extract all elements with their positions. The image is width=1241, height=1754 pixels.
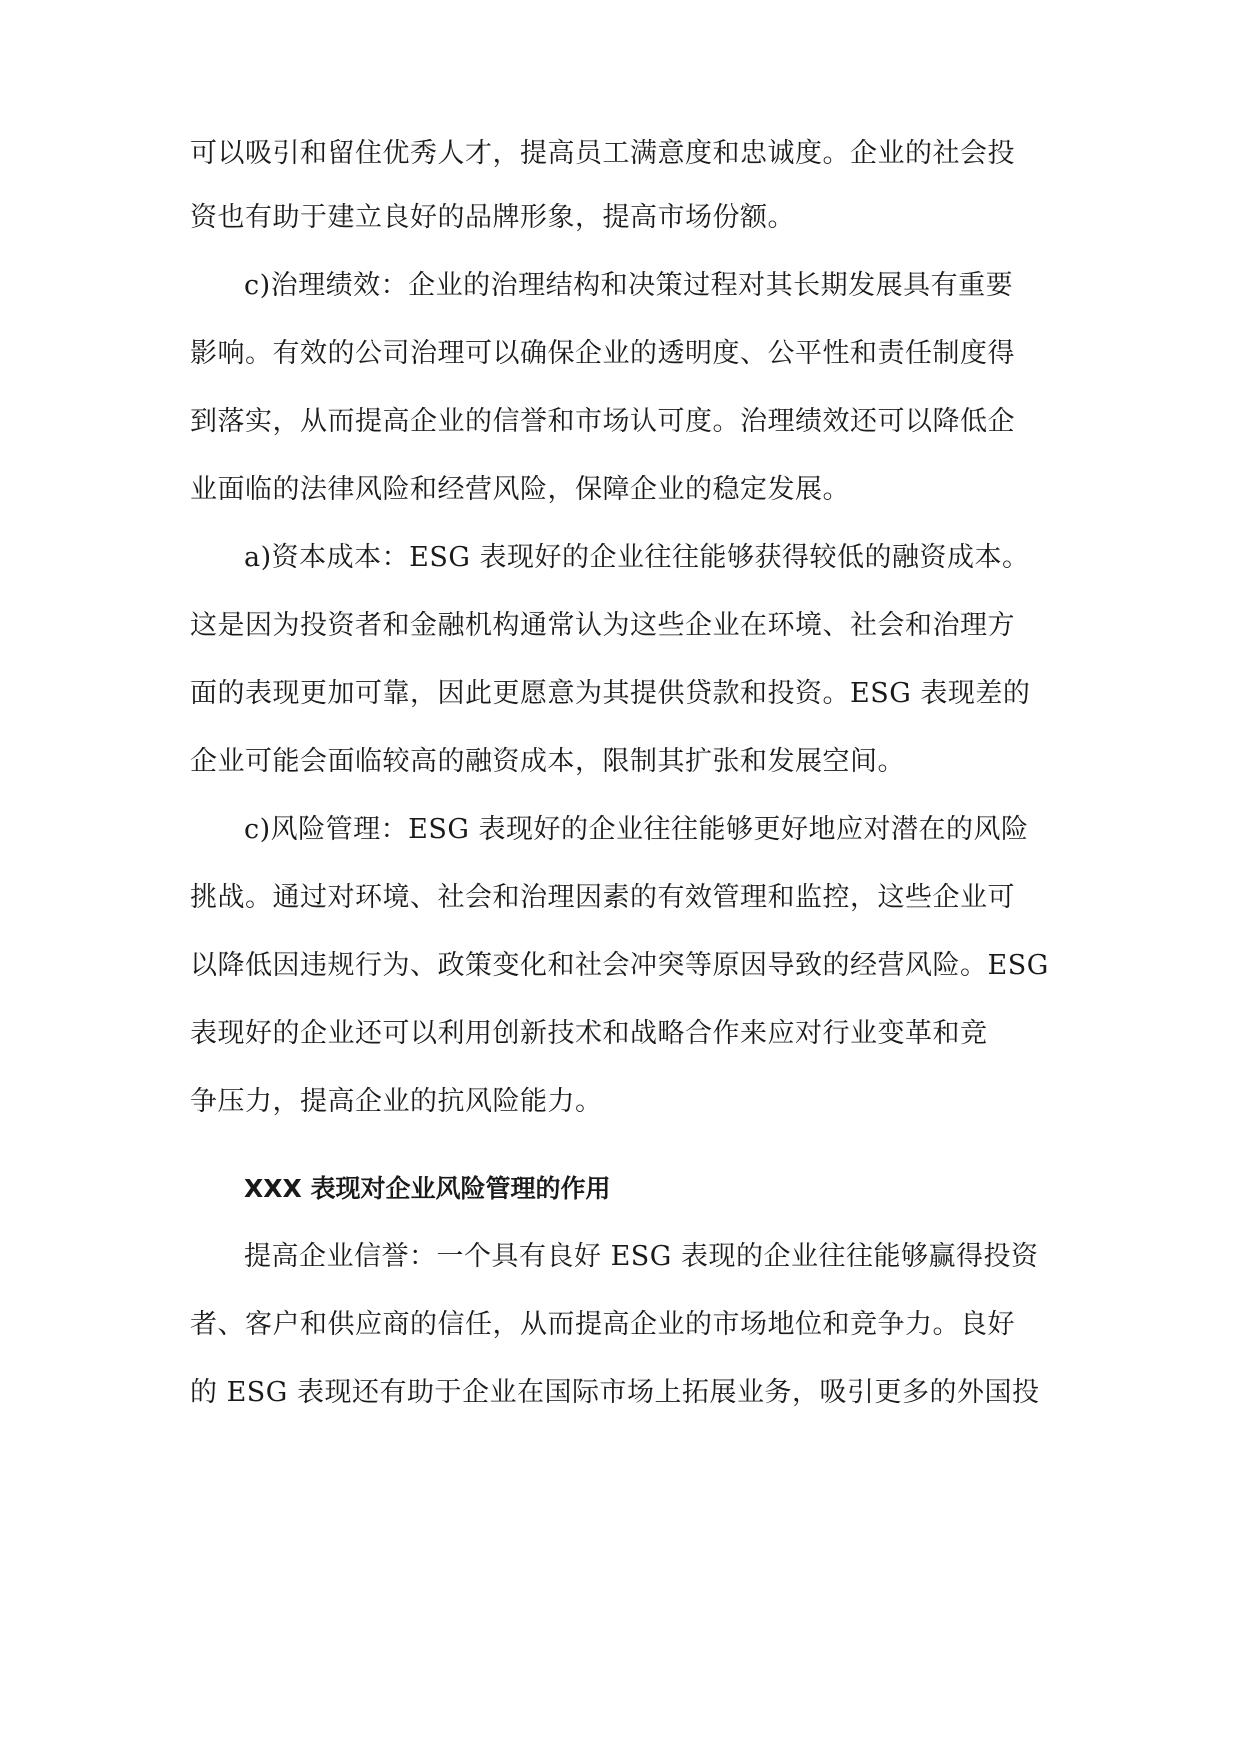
paragraph-line: 以降低因违规行为、政策变化和社会冲突等原因导致的经营风险。ESG xyxy=(190,950,1049,981)
section-heading: XXX 表现对企业风险管理的作用 xyxy=(244,1174,611,1203)
paragraph-line: 挑战。通过对环境、社会和治理因素的有效管理和监控，这些企业可 xyxy=(190,882,1015,913)
paragraph-line: 可以吸引和留住优秀人才，提高员工满意度和忠诚度。企业的社会投 xyxy=(190,138,1015,169)
paragraph-line: 争压力，提高企业的抗风险能力。 xyxy=(190,1086,603,1117)
paragraph-line: 企业可能会面临较高的融资成本，限制其扩张和发展空间。 xyxy=(190,746,905,777)
paragraph-line: 表现好的企业还可以利用创新技术和战略合作来应对行业变革和竞 xyxy=(190,1018,988,1049)
paragraph-line: 到落实，从而提高企业的信誉和市场认可度。治理绩效还可以降低企 xyxy=(190,406,1015,437)
paragraph-line: 资也有助于建立良好的品牌形象，提高市场份额。 xyxy=(190,202,795,233)
paragraph-line: c)治理绩效：企业的治理结构和决策过程对其长期发展具有重要 xyxy=(244,270,1014,301)
paragraph-line: 面的表现更加可靠，因此更愿意为其提供贷款和投资。ESG 表现差的 xyxy=(190,678,1031,709)
paragraph-line: 者、客户和供应商的信任，从而提高企业的市场地位和竞争力。良好 xyxy=(190,1309,1015,1340)
paragraph-line: 业面临的法律风险和经营风险，保障企业的稳定发展。 xyxy=(190,474,850,505)
paragraph-line: 提高企业信誉：一个具有良好 ESG 表现的企业往往能够赢得投资 xyxy=(244,1241,1039,1272)
paragraph-line: 这是因为投资者和金融机构通常认为这些企业在环境、社会和治理方 xyxy=(190,610,1015,641)
paragraph-line: c)风险管理：ESG 表现好的企业往往能够更好地应对潜在的风险 xyxy=(244,814,1029,845)
paragraph-line: 影响。有效的公司治理可以确保企业的透明度、公平性和责任制度得 xyxy=(190,338,1015,369)
paragraph-line: a)资本成本：ESG 表现好的企业往往能够获得较低的融资成本。 xyxy=(244,542,1030,573)
paragraph-line: 的 ESG 表现还有助于企业在国际市场上拓展业务，吸引更多的外国投 xyxy=(190,1377,1040,1408)
